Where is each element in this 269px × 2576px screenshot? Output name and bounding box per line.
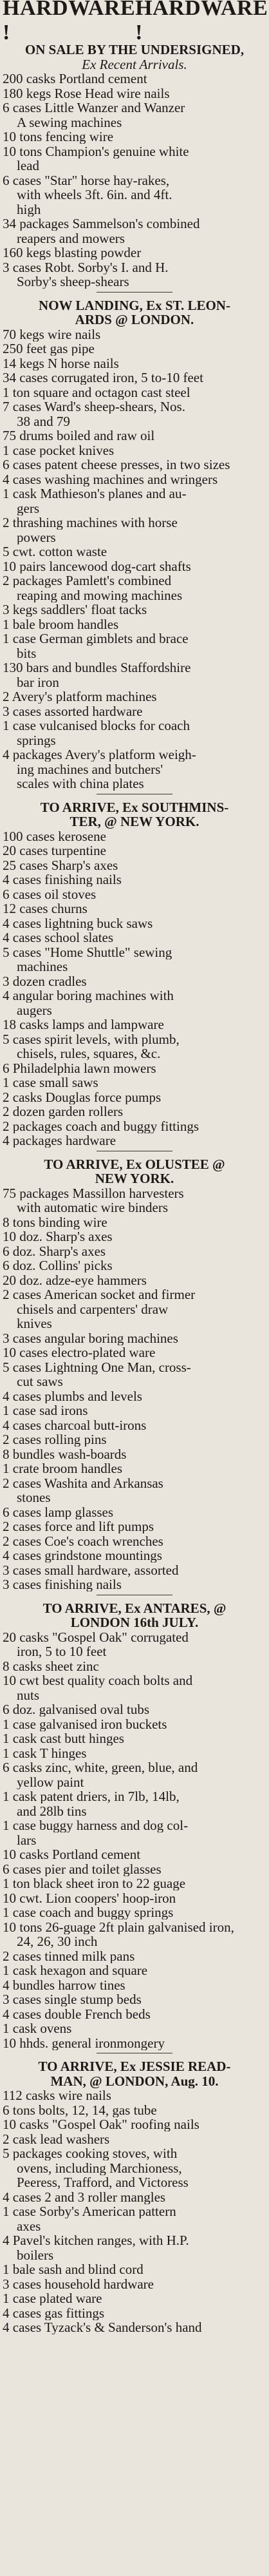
item-line: 160 kegs blasting powder bbox=[3, 245, 142, 260]
item-line: 3 kegs saddlers' float tacks bbox=[3, 602, 147, 617]
section-heading: TO ARRIVE, Ex ANTARES, @ bbox=[42, 1600, 227, 1615]
item-line: with automatic wire binders bbox=[17, 1200, 169, 1215]
item-line: 20 cases turpentine bbox=[3, 843, 106, 858]
item-line: 2 cases tinned milk pans bbox=[3, 1948, 135, 1963]
section-rule bbox=[97, 292, 172, 293]
item-line: 3 cases angular boring machines bbox=[3, 1331, 178, 1345]
section-heading: TO ARRIVE, Ex JESSIE READ- bbox=[38, 2059, 231, 2073]
item-line: 34 packages Sammelson's combined bbox=[3, 216, 200, 231]
item-line: 1 bale sash and blind cord bbox=[3, 2262, 144, 2276]
item-line: 10 tons 26-guage 2ft plain galvanised iron, bbox=[3, 1919, 234, 1934]
item-line: 2 cases Coe's coach wrenches bbox=[3, 1533, 163, 1548]
item-line: 1 case small saws bbox=[3, 1075, 98, 1090]
item-line: 1 case plated ware bbox=[3, 2291, 102, 2305]
item-line: axes bbox=[17, 2218, 41, 2233]
header-left: HARDWARE ! bbox=[3, 0, 136, 44]
item-line: 4 cases charcoal butt-irons bbox=[3, 1418, 147, 1432]
item-line: 2 packages Pamlett's combined bbox=[3, 573, 172, 588]
section-heading: LONDON 16th JULY. bbox=[70, 1615, 199, 1629]
item-line: high bbox=[17, 202, 41, 216]
item-line: 1 case coach and buggy springs bbox=[3, 1905, 174, 1919]
item-line: lars bbox=[17, 1832, 37, 1847]
item-line: stones bbox=[17, 1490, 51, 1504]
item-line: 70 kegs wire nails bbox=[3, 327, 101, 341]
item-line: 1 cask cast butt hinges bbox=[3, 1731, 124, 1745]
item-line: 8 bundles wash-boards bbox=[3, 1447, 127, 1461]
item-line: 20 doz. adze-eye hammers bbox=[3, 1273, 147, 1287]
item-line: Sorby's sheep-shears bbox=[17, 274, 129, 289]
item-line: 4 cases double French beds bbox=[3, 2006, 151, 2021]
item-line: 6 cases patent cheese presses, in two sizes bbox=[3, 457, 230, 472]
item-line: reaping and mowing machines bbox=[17, 588, 183, 602]
item-line: 4 cases gas fittings bbox=[3, 2305, 105, 2320]
item-line: 4 cases finishing nails bbox=[3, 872, 122, 887]
item-line: 4 packages Avery's platform weigh- bbox=[3, 747, 196, 762]
item-line: ovens, including Marchioness, bbox=[17, 2160, 182, 2175]
item-line: 10 tons Champion's genuine white bbox=[3, 144, 189, 159]
item-line: 4 cases school slates bbox=[3, 930, 114, 945]
item-line: 5 packages cooking stoves, with bbox=[3, 2146, 178, 2160]
item-line: 2 Avery's platform machines bbox=[3, 689, 157, 704]
item-line: 10 tons fencing wire bbox=[3, 130, 114, 144]
item-line: 10 hhds. general ironmongery bbox=[3, 2035, 165, 2050]
item-line: 5 cwt. cotton waste bbox=[3, 544, 107, 559]
item-line: 14 kegs N horse nails bbox=[3, 356, 119, 370]
section-heading: TO ARRIVE, Ex OLUSTEE @ bbox=[44, 1157, 225, 1171]
item-line: 3 cases household hardware bbox=[3, 2276, 154, 2291]
item-line: 10 casks Portland cement bbox=[3, 1847, 141, 1861]
item-line: 100 cases kerosene bbox=[3, 829, 106, 843]
item-line: 6 doz. galvanised oval tubs bbox=[3, 1702, 150, 1716]
item-line: 2 cask lead washers bbox=[3, 2131, 110, 2146]
item-line: reapers and mowers bbox=[17, 231, 125, 245]
item-line: with wheels 3ft. 6in. and 4ft. bbox=[17, 187, 172, 202]
item-line: 5 cases "Home Shuttle" sewing bbox=[3, 945, 172, 959]
item-line: 75 packages Massillon harvesters bbox=[3, 1186, 184, 1200]
item-line: 10 cwt. Lion coopers' hoop-iron bbox=[3, 1890, 176, 1905]
section-heading: NOW LANDING, Ex ST. LEON- bbox=[39, 298, 230, 312]
item-line: 3 cases single stump beds bbox=[3, 1992, 142, 2006]
item-line: 1 cask Mathieson's planes and au- bbox=[3, 486, 187, 501]
item-line: and 28lb tins bbox=[17, 1803, 87, 1818]
item-line: powers bbox=[17, 530, 56, 544]
item-line: 6 cases oil stoves bbox=[3, 887, 97, 901]
item-line: 24, 26, 30 inch bbox=[17, 1934, 98, 1948]
item-line: machines bbox=[17, 959, 68, 974]
item-line: 4 cases Tyzack's & Sanderson's hand bbox=[3, 2320, 202, 2334]
item-line: knives bbox=[17, 1316, 52, 1331]
item-line: 4 cases grindstone mountings bbox=[3, 1548, 162, 1562]
item-line: 2 dozen garden rollers bbox=[3, 1104, 124, 1119]
item-line: bits bbox=[17, 646, 37, 660]
item-line: 10 pairs lancewood dog-cart shafts bbox=[3, 559, 191, 573]
item-line: 7 cases Ward's sheep-shears, Nos. bbox=[3, 399, 185, 414]
item-line: yellow paint bbox=[17, 1774, 84, 1789]
item-line: 6 cases pier and toilet glasses bbox=[3, 1861, 162, 1876]
header-right: HARDWARE ! bbox=[135, 0, 268, 44]
item-line: 3 cases finishing nails bbox=[3, 1577, 122, 1591]
item-line: gers bbox=[17, 501, 39, 515]
item-line: 8 tons binding wire bbox=[3, 1215, 107, 1229]
item-line: 38 and 79 bbox=[17, 414, 70, 428]
item-line: augers bbox=[17, 1003, 52, 1017]
item-line: 1 case vulcanised blocks for coach bbox=[3, 718, 190, 733]
item-line: 2 cases Washita and Arkansas bbox=[3, 1475, 163, 1490]
item-line: 4 Pavel's kitchen ranges, with H.P. bbox=[3, 2233, 189, 2247]
item-line: 1 crate broom handles bbox=[3, 1461, 123, 1475]
item-line: boilers bbox=[17, 2247, 54, 2262]
item-line: iron, 5 to 10 feet bbox=[17, 1644, 107, 1658]
item-line: 112 casks wire nails bbox=[3, 2088, 111, 2102]
item-line: nuts bbox=[17, 1687, 40, 1702]
item-line: 6 tons bolts, 12, 14, gas tube bbox=[3, 2102, 157, 2117]
item-line: 3 cases assorted hardware bbox=[3, 704, 143, 718]
item-line: 2 cases rolling pins bbox=[3, 1432, 107, 1447]
item-line: 20 casks "Gospel Oak" corrugated bbox=[3, 1629, 189, 1644]
item-line: 6 cases "Star" horse hay-rakes, bbox=[3, 173, 170, 187]
subheading: Ex Recent Arrivals. bbox=[82, 57, 187, 72]
item-line: 34 cases corrugated iron, 5 to-10 feet bbox=[3, 370, 203, 385]
item-line: 2 packages coach and buggy fittings bbox=[3, 1119, 199, 1133]
item-line: 180 kegs Rose Head wire nails bbox=[3, 86, 170, 101]
item-line: 5 cases Lightning One Man, cross- bbox=[3, 1360, 191, 1374]
item-line: chisels and carpenters' draw bbox=[17, 1302, 169, 1316]
item-line: 1 case sad irons bbox=[3, 1403, 88, 1418]
item-line: chisels, rules, squares, &c. bbox=[17, 1046, 161, 1061]
item-line: 1 case galvanised iron buckets bbox=[3, 1716, 167, 1731]
item-line: 2 cases force and lift pumps bbox=[3, 1519, 154, 1533]
item-line: 6 cases lamp glasses bbox=[3, 1504, 114, 1519]
item-line: 3 cases small hardware, assorted bbox=[3, 1562, 179, 1577]
item-line: 10 cases electro-plated ware bbox=[3, 1345, 156, 1360]
item-line: 12 cases churns bbox=[3, 901, 88, 916]
item-line: 1 case German gimblets and brace bbox=[3, 631, 189, 646]
item-line: 250 feet gas pipe bbox=[3, 341, 95, 356]
item-line: 3 dozen cradles bbox=[3, 974, 87, 988]
item-line: 4 cases lightning buck saws bbox=[3, 916, 153, 930]
item-line: 1 cask T hinges bbox=[3, 1745, 87, 1760]
item-line: 10 doz. Sharp's axes bbox=[3, 1229, 113, 1244]
item-line: 1 case pocket knives bbox=[3, 443, 115, 457]
item-line: A sewing machines bbox=[17, 115, 122, 130]
section-heading: NEW YORK. bbox=[95, 1171, 174, 1186]
section-heading: TER, @ NEW YORK. bbox=[70, 814, 199, 829]
item-line: 6 cases Little Wanzer and Wanzer bbox=[3, 101, 185, 115]
item-line: 5 cases spirit levels, with plumb, bbox=[3, 1032, 180, 1046]
item-line: 1 cask hexagon and square bbox=[3, 1963, 148, 1977]
item-line: 3 cases Robt. Sorby's I. and H. bbox=[3, 260, 169, 274]
item-line: 6 doz. Sharp's axes bbox=[3, 1244, 106, 1258]
item-line: 18 casks lamps and lampware bbox=[3, 1017, 164, 1032]
item-line: cut saws bbox=[17, 1374, 63, 1389]
item-line: 4 packages hardware bbox=[3, 1133, 116, 1148]
item-line: 1 case buggy harness and dog col- bbox=[3, 1818, 189, 1832]
item-line: 4 cases plumbs and levels bbox=[3, 1389, 142, 1403]
item-line: 2 casks Douglas force pumps bbox=[3, 1090, 162, 1104]
item-line: 4 cases 2 and 3 roller mangles bbox=[3, 2189, 166, 2204]
item-line: 75 drums boiled and raw oil bbox=[3, 428, 155, 443]
item-line: 4 angular boring machines with bbox=[3, 988, 174, 1003]
section-heading: TO ARRIVE, Ex SOUTHMINS- bbox=[40, 800, 229, 814]
item-line: 1 bale broom handles bbox=[3, 617, 119, 631]
item-line: ing machines and butchers' bbox=[17, 762, 163, 776]
item-line: lead bbox=[17, 159, 39, 173]
item-line: 1 ton black sheet iron to 22 guage bbox=[3, 1876, 186, 1890]
item-line: springs bbox=[17, 733, 56, 747]
item-line: 6 casks zinc, white, green, blue, and bbox=[3, 1760, 198, 1774]
item-line: scales with china plates bbox=[17, 776, 144, 791]
item-line: 8 casks sheet zinc bbox=[3, 1658, 99, 1673]
item-line: 2 cases American socket and firmer bbox=[3, 1287, 196, 1302]
item-line: 1 cask patent driers, in 7lb, 14lb, bbox=[3, 1789, 180, 1803]
hardware-header bbox=[3, 0, 268, 44]
item-line: Peeress, Trafford, and Victoress bbox=[17, 2175, 189, 2189]
item-line: bar iron bbox=[17, 675, 59, 689]
item-line: 6 Philadelphia lawn mowers bbox=[3, 1061, 156, 1075]
item-line: 6 doz. Collins' picks bbox=[3, 1258, 113, 1273]
item-line: 25 cases Sharp's axes bbox=[3, 858, 118, 872]
item-line: 10 casks "Gospel Oak" roofing nails bbox=[3, 2117, 199, 2131]
section-heading: MAN, @ LONDON, Aug. 10. bbox=[50, 2073, 219, 2088]
item-line: 4 bundles harrow tines bbox=[3, 1977, 125, 1992]
item-line: 130 bars and bundles Staffordshire bbox=[3, 660, 191, 675]
item-line: 1 ton square and octagon cast steel bbox=[3, 385, 190, 399]
item-line: 1 cask ovens bbox=[3, 2021, 72, 2035]
item-line: 10 cwt best quality coach bolts and bbox=[3, 1673, 193, 1687]
item-line: 1 case Sorby's American pattern bbox=[3, 2204, 176, 2218]
item-line: 200 casks Portland cement bbox=[3, 72, 147, 86]
item-line: 4 cases washing machines and wringers bbox=[3, 472, 218, 486]
section-heading: ARDS @ LONDON. bbox=[75, 312, 194, 327]
section-heading: ON SALE BY THE UNDERSIGNED, bbox=[24, 43, 245, 57]
item-line: 2 thrashing machines with horse bbox=[3, 515, 178, 530]
